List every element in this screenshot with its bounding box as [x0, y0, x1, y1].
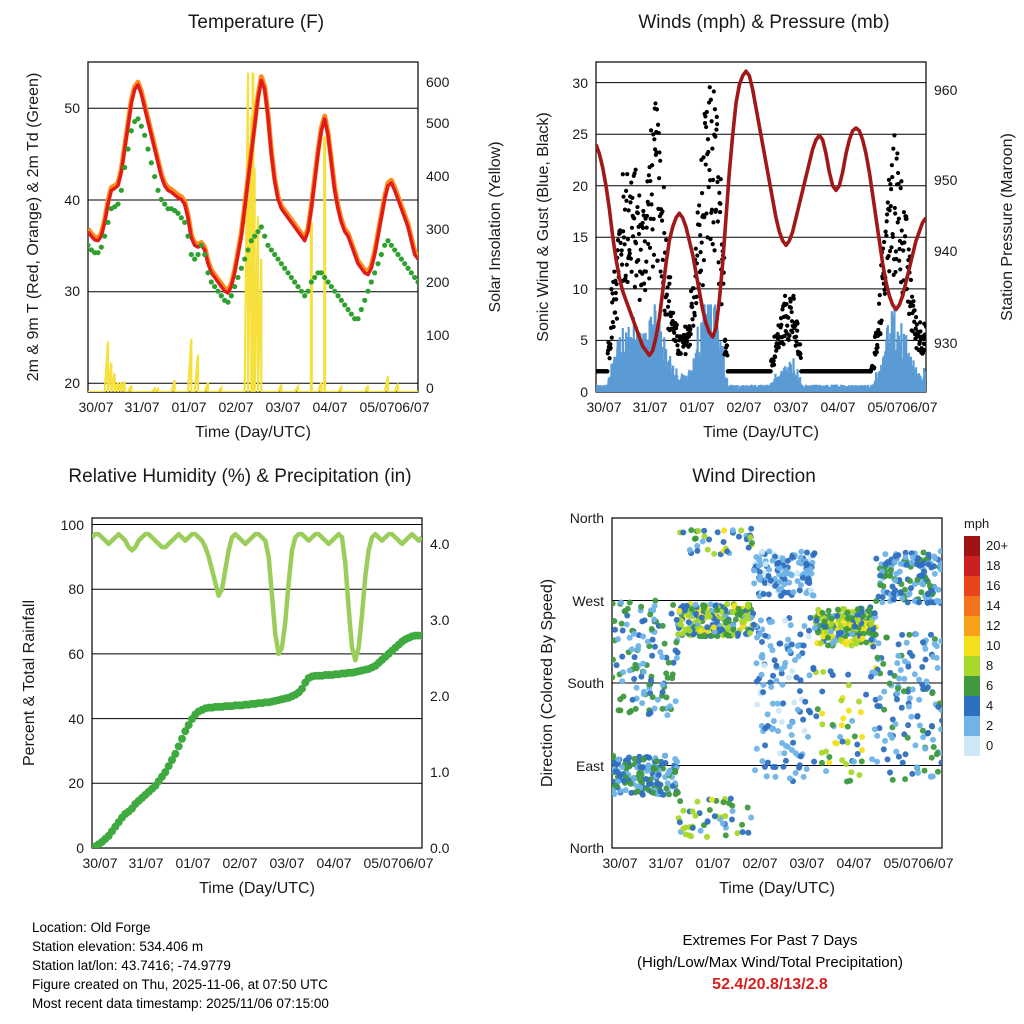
svg-text:31/07: 31/07 — [128, 855, 164, 871]
y-axis-left-ticks — [64, 100, 80, 391]
svg-text:05/07: 05/07 — [883, 855, 919, 871]
y-axis-right-ticks — [934, 82, 958, 351]
y2-tick-2: 2.0 — [430, 688, 450, 704]
svg-text:04/07: 04/07 — [820, 399, 856, 415]
svg-text:5: 5 — [580, 332, 588, 348]
y-axis-label: Direction (Colored By Speed) — [539, 578, 556, 788]
winds-pressure-panel — [512, 0, 1024, 450]
svg-text:30/07: 30/07 — [82, 855, 118, 871]
svg-text:02/07: 02/07 — [222, 855, 258, 871]
svg-text:05/07: 05/07 — [867, 399, 903, 415]
svg-text:30: 30 — [64, 283, 80, 299]
svg-text:06/07: 06/07 — [394, 399, 430, 415]
legend-label: 4 — [986, 698, 994, 713]
y-axis-label: Sonic Wind & Gust (Blue, Black) — [535, 112, 552, 342]
svg-text:60: 60 — [68, 646, 84, 662]
svg-text:100: 100 — [426, 327, 450, 343]
extremes-subheading: (High/Low/Max Wind/Total Precipitation) — [637, 954, 903, 971]
legend-label: 0 — [986, 738, 994, 753]
svg-text:31/07: 31/07 — [648, 855, 684, 871]
footer-line-created: Figure created on Thu, 2025-11-06, at 07:50 UTC — [32, 977, 328, 992]
temperature-panel — [0, 0, 512, 450]
footer-line-elevation: Station elevation: 534.406 m — [32, 939, 204, 954]
grid-lines — [92, 525, 422, 784]
y-axis-left-ticks — [61, 517, 85, 856]
svg-text:31/07: 31/07 — [632, 399, 668, 415]
wind-direction-chart — [512, 450, 1024, 920]
footer-line-location: Location: Old Forge — [32, 920, 151, 935]
svg-text:400: 400 — [426, 168, 450, 184]
svg-text:01/07: 01/07 — [695, 855, 731, 871]
svg-text:300: 300 — [426, 221, 450, 237]
speed-colorbar-legend — [964, 516, 1008, 756]
y-axis-left-ticks — [572, 75, 588, 400]
y-axis-right-label: Solar Insolation (Yellow) — [487, 141, 504, 313]
svg-text:01/07: 01/07 — [175, 855, 211, 871]
svg-text:500: 500 — [426, 115, 450, 131]
x-axis-ticks — [78, 399, 429, 415]
extremes-heading: Extremes For Past 7 Days — [682, 932, 858, 949]
extremes-block — [560, 930, 980, 996]
svg-text:100: 100 — [60, 517, 84, 533]
y-axis-label: Percent & Total Rainfall — [21, 599, 38, 767]
svg-text:30/07: 30/07 — [78, 399, 114, 415]
legend-label: 10 — [986, 638, 1001, 653]
legend-label: 6 — [986, 678, 994, 693]
y-axis-right-label: Station Pressure (Maroon) — [999, 133, 1016, 321]
svg-text:950: 950 — [934, 172, 958, 188]
svg-text:North: North — [569, 840, 604, 856]
svg-text:05/07: 05/07 — [363, 855, 399, 871]
svg-text:03/07: 03/07 — [773, 399, 809, 415]
svg-text:30/07: 30/07 — [586, 399, 622, 415]
chart-title: Winds (mph) & Pressure (mb) — [638, 12, 890, 33]
svg-text:31/07: 31/07 — [124, 399, 160, 415]
temperature-chart — [0, 0, 512, 450]
svg-text:03/07: 03/07 — [789, 855, 825, 871]
x-axis-ticks — [586, 399, 937, 415]
y2-tick-0: 0.0 — [430, 840, 450, 856]
x-axis-ticks — [82, 855, 433, 871]
svg-text:03/07: 03/07 — [269, 855, 305, 871]
chart-title: Temperature (F) — [187, 12, 325, 33]
svg-text:03/07: 03/07 — [265, 399, 301, 415]
relative-humidity-series — [92, 534, 422, 660]
x-axis-label: Time (Day/UTC) — [195, 424, 311, 441]
y2-tick-3: 3.0 — [430, 612, 450, 628]
legend-label: 14 — [986, 598, 1001, 613]
y-axis-right-ticks — [430, 536, 450, 856]
chart-title: Relative Humidity (%) & Precipitation (in) — [68, 466, 412, 487]
svg-text:05/07: 05/07 — [359, 399, 395, 415]
footer-metadata — [32, 918, 329, 1013]
svg-text:80: 80 — [68, 581, 84, 597]
humidity-precip-panel — [0, 450, 512, 920]
svg-text:06/07: 06/07 — [918, 855, 954, 871]
footer-line-timestamp: Most recent data timestamp: 2025/11/06 07:15:00 — [32, 996, 329, 1011]
svg-text:960: 960 — [934, 82, 958, 98]
svg-text:0: 0 — [76, 840, 84, 856]
legend-label: 20+ — [986, 538, 1009, 553]
svg-text:600: 600 — [426, 74, 450, 90]
svg-text:North: North — [569, 510, 604, 526]
y2-tick-4: 4.0 — [430, 536, 450, 552]
svg-text:South: South — [567, 675, 604, 691]
legend-label: 18 — [986, 558, 1001, 573]
svg-text:20: 20 — [64, 375, 80, 391]
svg-text:40: 40 — [68, 711, 84, 727]
svg-text:06/07: 06/07 — [398, 855, 434, 871]
x-axis-ticks — [602, 855, 953, 871]
svg-text:20: 20 — [572, 178, 588, 194]
humidity-precip-chart — [0, 450, 512, 920]
x-axis-label: Time (Day/UTC) — [719, 880, 835, 897]
legend-label: 12 — [986, 618, 1001, 633]
extremes-values: 52.4/20.8/13/2.8 — [712, 976, 828, 993]
svg-text:15: 15 — [572, 229, 588, 245]
svg-text:04/07: 04/07 — [836, 855, 872, 871]
winds-pressure-chart — [512, 0, 1024, 450]
y-axis-ticks — [567, 510, 604, 856]
legend-label: 2 — [986, 718, 994, 733]
svg-text:02/07: 02/07 — [742, 855, 778, 871]
legend-title: mph — [964, 516, 990, 531]
svg-text:0: 0 — [426, 380, 434, 396]
footer-line-latlon: Station lat/lon: 43.7416; -74.9779 — [32, 958, 231, 973]
svg-text:10: 10 — [572, 281, 588, 297]
svg-text:01/07: 01/07 — [679, 399, 715, 415]
svg-text:25: 25 — [572, 126, 588, 142]
legend-label: 16 — [986, 578, 1001, 593]
y-axis-right-ticks — [426, 74, 450, 396]
y-axis-label: 2m & 9m T (Red, Orange) & 2m Td (Green) — [25, 72, 42, 382]
svg-text:930: 930 — [934, 335, 958, 351]
svg-text:West: West — [572, 593, 604, 609]
legend-label: 8 — [986, 658, 994, 673]
svg-text:06/07: 06/07 — [902, 399, 938, 415]
svg-text:50: 50 — [64, 100, 80, 116]
station-pressure-series — [596, 71, 926, 355]
svg-text:0: 0 — [580, 384, 588, 400]
svg-text:30: 30 — [572, 75, 588, 91]
wind-direction-panel — [512, 450, 1024, 920]
svg-text:20: 20 — [68, 775, 84, 791]
total-rainfall-series — [88, 632, 426, 852]
chart-title: Wind Direction — [692, 466, 816, 487]
svg-text:01/07: 01/07 — [171, 399, 207, 415]
svg-text:940: 940 — [934, 243, 958, 259]
svg-text:30/07: 30/07 — [602, 855, 638, 871]
svg-text:40: 40 — [64, 192, 80, 208]
svg-text:200: 200 — [426, 274, 450, 290]
x-axis-label: Time (Day/UTC) — [199, 880, 315, 897]
y2-tick-1: 1.0 — [430, 764, 450, 780]
svg-text:02/07: 02/07 — [726, 399, 762, 415]
svg-text:East: East — [575, 758, 604, 774]
svg-text:04/07: 04/07 — [312, 399, 348, 415]
svg-text:02/07: 02/07 — [218, 399, 254, 415]
x-axis-label: Time (Day/UTC) — [703, 424, 819, 441]
svg-text:04/07: 04/07 — [316, 855, 352, 871]
